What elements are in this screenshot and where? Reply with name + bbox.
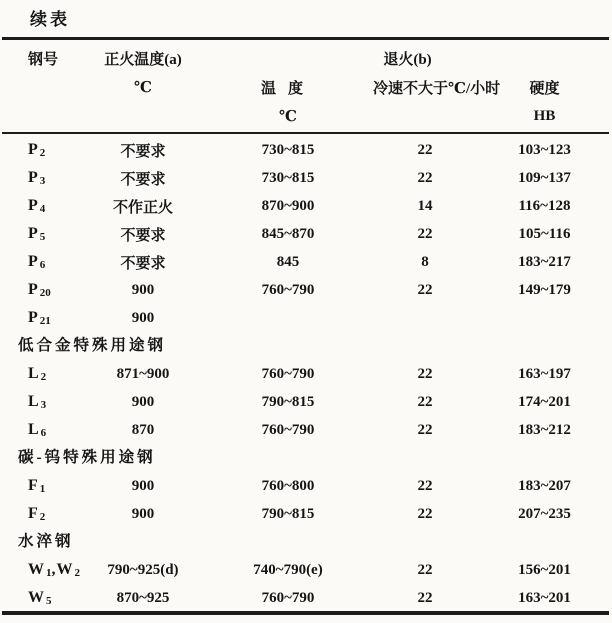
cell-steel-number [28, 169, 83, 187]
steel-letter: W [28, 561, 45, 578]
cell-steel-number [28, 253, 83, 271]
steel-subscript: 5 [39, 231, 46, 243]
cell-steel-number [28, 589, 83, 607]
steel-letter: P [28, 281, 39, 298]
header-normalizing-temp: 正火温度(a) [104, 52, 182, 68]
cell-steel-number [28, 309, 83, 327]
cell-cooling-rate: 22 [417, 169, 433, 186]
cell-cooling-rate: 22 [417, 477, 433, 494]
table-row [0, 248, 612, 276]
steel-letter: F [28, 477, 39, 494]
cell-anneal-temp: 790~815 [261, 393, 315, 410]
table-body [0, 136, 612, 612]
header-anneal-temp: 温度 [260, 81, 315, 97]
header-cooling-rate: 冷速不大于℃/小时 [373, 81, 501, 97]
section-header-row [0, 332, 612, 360]
steel-subscript: 20 [39, 287, 51, 299]
cell-steel-number [28, 141, 83, 159]
section-header-row [0, 444, 612, 472]
steel-letter: L [28, 393, 40, 410]
cell-anneal-temp: 760~790 [261, 589, 315, 606]
steel-subscript: 2 [39, 147, 46, 159]
header-hardness: 硬度 [529, 81, 560, 97]
cell-cooling-rate: 22 [417, 561, 433, 578]
cell-hardness: 103~123 [518, 141, 571, 158]
cell-hardness: 109~137 [518, 169, 571, 186]
cell-anneal-temp: 730~815 [261, 141, 315, 158]
table-row [0, 360, 612, 388]
cell-anneal-temp: 730~815 [261, 169, 315, 186]
table-row [0, 220, 612, 248]
cell-hardness: 163~201 [518, 589, 571, 606]
cell-steel-number [28, 393, 83, 411]
cell-normalizing-temp: 不作正火 [112, 199, 173, 216]
cell-normalizing-temp: 900 [131, 309, 155, 326]
steel-letter: P [28, 141, 39, 158]
cell-normalizing-temp: 871~900 [116, 365, 170, 382]
table-top-rule [2, 37, 609, 40]
cell-cooling-rate: 22 [417, 421, 433, 438]
cell-normalizing-temp: 870~925 [116, 589, 170, 606]
steel-letter: P [28, 225, 39, 242]
cell-cooling-rate: 22 [417, 393, 433, 410]
cell-steel-number [28, 561, 83, 579]
steel-subscript: 6 [40, 427, 47, 439]
section-label: 碳-钨特殊用途钢 [18, 449, 156, 466]
steel-letter: P [28, 169, 39, 186]
steel-letter: P [28, 309, 39, 326]
cell-anneal-temp: 760~790 [261, 281, 315, 298]
cell-steel-number [28, 197, 83, 215]
cell-hardness: 116~128 [518, 197, 571, 214]
cell-normalizing-temp: 900 [131, 505, 155, 522]
header-row-3 [0, 102, 612, 131]
cell-steel-number [28, 421, 83, 439]
cell-cooling-rate: 14 [417, 197, 433, 214]
continued-table-label: 续表 [30, 10, 70, 29]
cell-normalizing-temp: 不要求 [120, 171, 166, 188]
cell-cooling-rate: 22 [417, 225, 433, 242]
steel-letter: P [28, 197, 39, 214]
cell-anneal-temp: 760~800 [261, 477, 315, 494]
steel-letter: ,W [51, 561, 74, 578]
table-row [0, 388, 612, 416]
header-annealing-group: 退火(b) [383, 52, 432, 68]
cell-hardness: 174~201 [518, 393, 571, 410]
cell-hardness: 183~207 [518, 477, 571, 494]
table-row [0, 584, 612, 612]
steel-letter: L [28, 421, 40, 438]
cell-steel-number [28, 477, 83, 495]
header-hardness-unit: HB [533, 108, 556, 124]
steel-subscript: 2 [40, 371, 47, 383]
cell-anneal-temp: 740~790(e) [253, 561, 323, 578]
table-row [0, 164, 612, 192]
header-anneal-temp-unit: ℃ [279, 109, 297, 125]
cell-normalizing-temp: 790~925(d) [107, 561, 179, 578]
cell-anneal-temp: 845 [276, 253, 300, 270]
section-label: 低合金特殊用途钢 [18, 337, 167, 354]
steel-letter: F [28, 505, 39, 522]
cell-cooling-rate: 8 [421, 253, 429, 270]
cell-normalizing-temp: 不要求 [120, 143, 166, 160]
table-row [0, 192, 612, 220]
table-row [0, 276, 612, 304]
cell-hardness: 183~217 [518, 253, 571, 270]
steel-subscript: 4 [39, 203, 46, 215]
cell-anneal-temp: 845~870 [261, 225, 315, 242]
cell-cooling-rate: 22 [417, 365, 433, 382]
steel-subscript: 3 [40, 399, 47, 411]
cell-hardness: 207~235 [518, 505, 571, 522]
steel-letter: L [28, 365, 40, 382]
cell-normalizing-temp: 900 [131, 393, 155, 410]
cell-hardness: 183~212 [518, 421, 571, 438]
header-row-1 [0, 44, 612, 73]
cell-hardness: 163~197 [518, 365, 571, 382]
cell-anneal-temp: 790~815 [261, 505, 315, 522]
table-header [0, 44, 612, 131]
cell-normalizing-temp: 900 [131, 477, 155, 494]
cell-cooling-rate: 22 [417, 505, 433, 522]
table-row [0, 304, 612, 332]
steel-subscript: 2 [74, 567, 80, 579]
steel-subscript: 6 [39, 259, 46, 271]
cell-hardness: 149~179 [518, 281, 571, 298]
section-header-row [0, 528, 612, 556]
steel-subscript: 1 [39, 483, 46, 495]
cell-normalizing-temp: 不要求 [120, 227, 166, 244]
cell-cooling-rate: 22 [417, 281, 433, 298]
steel-subscript: 1 [46, 567, 52, 579]
table-row [0, 136, 612, 164]
cell-hardness: 156~201 [518, 561, 571, 578]
cell-anneal-temp: 760~790 [261, 365, 315, 382]
cell-anneal-temp: 870~900 [261, 197, 315, 214]
cell-cooling-rate: 22 [417, 589, 433, 606]
steel-subscript: 5 [46, 595, 52, 607]
steel-letter: W [28, 589, 45, 606]
cell-normalizing-temp: 900 [131, 281, 155, 298]
cell-steel-number [28, 505, 83, 523]
steel-subscript: 2 [39, 511, 46, 523]
table-row [0, 472, 612, 500]
cell-steel-number [28, 281, 83, 299]
cell-anneal-temp: 760~790 [261, 421, 315, 438]
cell-normalizing-temp: 870 [131, 421, 155, 438]
header-separator-rule [2, 132, 609, 134]
cell-steel-number [28, 225, 83, 243]
cell-cooling-rate: 22 [417, 141, 433, 158]
header-steel-number: 钢号 [28, 52, 59, 68]
steel-subscript: 3 [39, 175, 46, 187]
steel-letter: P [28, 253, 39, 270]
steel-subscript: 21 [39, 315, 51, 327]
header-normalizing-unit: ℃ [134, 80, 152, 96]
table-row [0, 500, 612, 528]
table-row [0, 556, 612, 584]
section-label: 水淬钢 [18, 533, 74, 550]
table-row [0, 416, 612, 444]
table-bottom-rule [2, 611, 609, 615]
cell-hardness: 105~116 [518, 225, 571, 242]
cell-steel-number [28, 365, 83, 383]
header-row-2 [0, 73, 612, 102]
cell-normalizing-temp: 不要求 [120, 255, 166, 272]
